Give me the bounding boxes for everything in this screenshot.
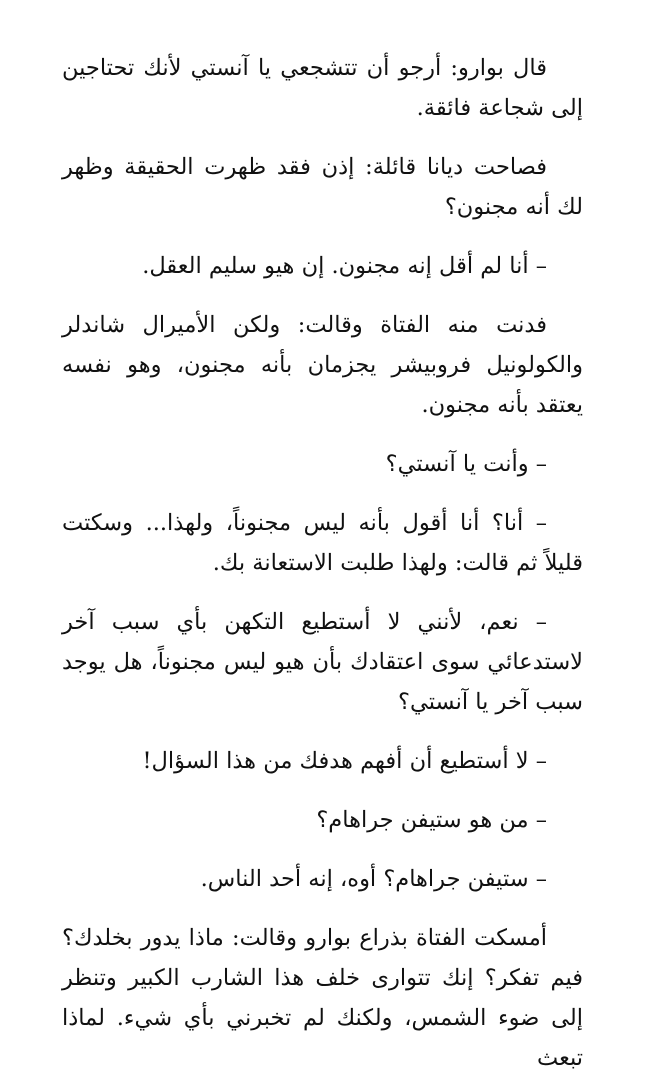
paragraph-girl-approaches: فدنت منه الفتاة وقالت: ولكن الأميرال شاندلر والكولونيل فروبيشر يجزمان بأنه مجنون، وهو نفسه يعتقد بأنه مجنون. [62, 312, 583, 418]
paragraph-girl-grabs-arm: أمسكت الفتاة بذراع بوارو وقالت: ماذا يدور بخلدك؟ فيم تفكر؟ إنك تتوارى خلف هذا الشارب الكبير وتنظر إلى ضوء الشمس، ولكنك لم تخبرني بأي شيء. لماذا تبعث [62, 925, 583, 1071]
dialogue-not-mad: – أنا لم أقل إنه مجنون. إن هيو سليم العقل. [142, 253, 547, 279]
dialogue-who-is-stephen: – من هو ستيفن جراهام؟ [316, 807, 547, 833]
dialogue-stephen-reply: – ستيفن جراهام؟ أوه، إنه أحد الناس. [200, 866, 547, 892]
dialogue-and-you: – وأنت يا آنستي؟ [385, 451, 547, 477]
paragraph-diana-exclaims: فصاحت ديانا قائلة: إذن فقد ظهرت الحقيقة وظهر لك أنه مجنون؟ [62, 154, 583, 220]
dialogue-another-reason: – نعم، لأنني لا أستطيع التكهن بأي سبب آخر لاستدعائي سوى اعتقادك بأن هيو ليس مجنوناً، هل يوجد سبب آخر يا آنستي؟ [62, 609, 583, 715]
dialogue-cannot-understand: – لا أستطيع أن أفهم هدفك من هذا السؤال! [142, 748, 547, 774]
paragraph-poirot-courage: قال بوارو: أرجو أن تتشجعي يا آنستي لأنك تحتاجين إلى شجاعة فائقة. [62, 55, 583, 121]
dialogue-not-mad-reply: – أنا؟ أنا أقول بأنه ليس مجنوناً، ولهذا... وسكتت قليلاً ثم قالت: ولهذا طلبت الاستعانة بك. [62, 510, 583, 576]
